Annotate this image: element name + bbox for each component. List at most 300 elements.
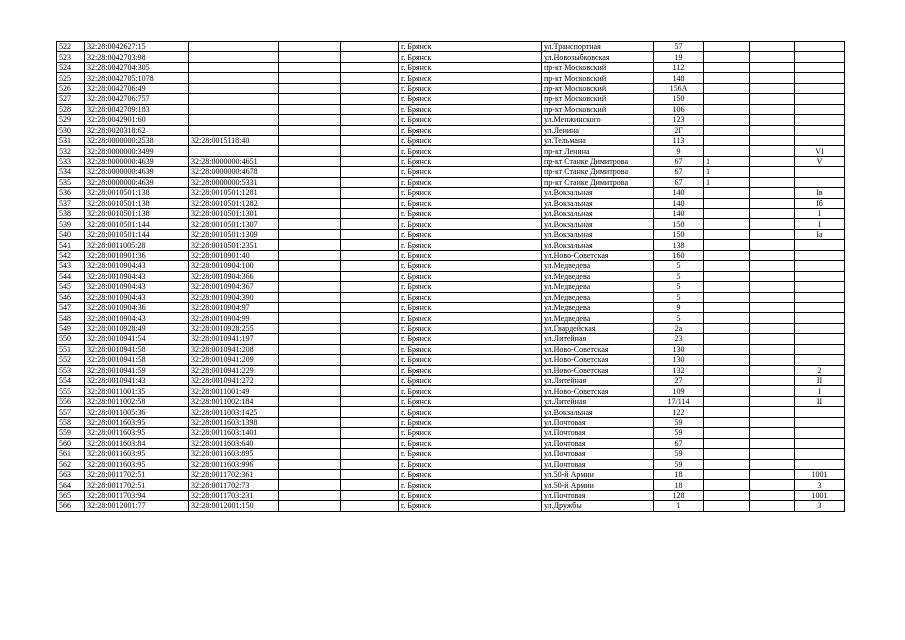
premises-cadastral-number-cell xyxy=(189,125,279,135)
empty-cell xyxy=(341,428,399,438)
house-number-cell: 2Г xyxy=(654,125,704,135)
empty-cell xyxy=(341,73,399,83)
street-cell: ул.Медведева xyxy=(542,271,654,281)
cadastral-number-cell: 32:28:0042706:49 xyxy=(85,83,189,93)
apartment-cell xyxy=(795,355,845,365)
row-number-cell: 530 xyxy=(57,125,85,135)
row-number-cell: 535 xyxy=(57,177,85,187)
city-cell: г. Брянск xyxy=(399,261,542,271)
empty-cell xyxy=(750,104,795,114)
cadastral-number-cell: 32:28:0020318:62 xyxy=(85,125,189,135)
building-cell xyxy=(704,209,750,219)
empty-cell xyxy=(279,271,341,281)
apartment-cell xyxy=(795,52,845,62)
empty-cell xyxy=(279,490,341,500)
empty-cell xyxy=(750,376,795,386)
apartment-cell xyxy=(795,334,845,344)
house-number-cell: 138 xyxy=(654,240,704,250)
empty-cell xyxy=(341,52,399,62)
empty-cell xyxy=(750,83,795,93)
cadastral-number-cell: 32:28:0000000:2538 xyxy=(85,135,189,145)
cadastral-number-cell: 32:28:0010904:43 xyxy=(85,292,189,302)
table-row xyxy=(57,156,845,166)
row-number-cell: 564 xyxy=(57,480,85,490)
table-row xyxy=(57,376,845,386)
empty-cell xyxy=(279,73,341,83)
empty-cell xyxy=(341,469,399,479)
street-cell: пр-кт Московский xyxy=(542,83,654,93)
premises-cadastral-number-cell: 32:28:0010501:1282 xyxy=(189,198,279,208)
cadastral-number-cell: 32:28:0042709:183 xyxy=(85,104,189,114)
city-cell: г. Брянск xyxy=(399,115,542,125)
table-row xyxy=(57,73,845,83)
building-cell xyxy=(704,135,750,145)
premises-cadastral-number-cell: 32:28:0010501:1281 xyxy=(189,188,279,198)
building-cell xyxy=(704,344,750,354)
empty-cell xyxy=(341,83,399,93)
premises-cadastral-number-cell: 32:28:0010904:99 xyxy=(189,313,279,323)
apartment-cell: 2 xyxy=(795,365,845,375)
premises-cadastral-number-cell xyxy=(189,94,279,104)
cadastral-number-cell: 32:28:0000000:4639 xyxy=(85,167,189,177)
empty-cell xyxy=(279,42,341,52)
building-cell xyxy=(704,417,750,427)
empty-cell xyxy=(279,501,341,511)
cadastral-number-cell: 32:28:0010501:138 xyxy=(85,188,189,198)
table-row xyxy=(57,323,845,333)
building-cell xyxy=(704,313,750,323)
house-number-cell: 5 xyxy=(654,261,704,271)
row-number-cell: 545 xyxy=(57,282,85,292)
city-cell: г. Брянск xyxy=(399,501,542,511)
empty-cell xyxy=(279,407,341,417)
empty-cell xyxy=(279,219,341,229)
row-number-cell: 542 xyxy=(57,250,85,260)
apartment-cell xyxy=(795,261,845,271)
empty-cell xyxy=(341,396,399,406)
empty-cell xyxy=(341,438,399,448)
table-row xyxy=(57,459,845,469)
house-number-cell: 9 xyxy=(654,302,704,312)
empty-cell xyxy=(279,376,341,386)
table-row xyxy=(57,104,845,114)
row-number-cell: 539 xyxy=(57,219,85,229)
empty-cell xyxy=(750,177,795,187)
street-cell: ул.Почтовая xyxy=(542,459,654,469)
apartment-cell xyxy=(795,428,845,438)
house-number-cell: 5 xyxy=(654,292,704,302)
row-number-cell: 529 xyxy=(57,115,85,125)
empty-cell xyxy=(750,42,795,52)
house-number-cell: 140 xyxy=(654,209,704,219)
empty-cell xyxy=(341,94,399,104)
apartment-cell xyxy=(795,115,845,125)
house-number-cell: 160 xyxy=(654,250,704,260)
apartment-cell: I xyxy=(795,209,845,219)
empty-cell xyxy=(341,282,399,292)
street-cell: ул.Ново-Советская xyxy=(542,344,654,354)
cadastral-number-cell: 32:28:0042704:305 xyxy=(85,62,189,72)
table-row xyxy=(57,449,845,459)
apartment-cell xyxy=(795,250,845,260)
street-cell: ул.Менжинского xyxy=(542,115,654,125)
apartment-cell: Iа xyxy=(795,229,845,239)
premises-cadastral-number-cell: 32:28:0010904:366 xyxy=(189,271,279,281)
street-cell: ул.Медведева xyxy=(542,313,654,323)
house-number-cell: 130 xyxy=(654,344,704,354)
building-cell xyxy=(704,396,750,406)
table-row xyxy=(57,480,845,490)
premises-cadastral-number-cell: 32:28:0010928:255 xyxy=(189,323,279,333)
row-number-cell: 532 xyxy=(57,146,85,156)
city-cell: г. Брянск xyxy=(399,292,542,302)
cadastral-number-cell: 32:28:0011005:28 xyxy=(85,240,189,250)
empty-cell xyxy=(341,177,399,187)
empty-cell xyxy=(279,146,341,156)
empty-cell xyxy=(279,313,341,323)
street-cell: пр-кт Московский xyxy=(542,62,654,72)
row-number-cell: 554 xyxy=(57,376,85,386)
cadastral-number-cell: 32:28:0010501:144 xyxy=(85,229,189,239)
empty-cell xyxy=(279,292,341,302)
house-number-cell: 5 xyxy=(654,282,704,292)
street-cell: ул.Почтовая xyxy=(542,417,654,427)
cadastral-number-cell: 32:28:0010941:54 xyxy=(85,334,189,344)
table-row xyxy=(57,313,845,323)
street-cell: ул.Дружбы xyxy=(542,501,654,511)
premises-cadastral-number-cell: 32:28:0010941:209 xyxy=(189,355,279,365)
street-cell: пр-кт Станке Димитрова xyxy=(542,167,654,177)
table-row xyxy=(57,490,845,500)
house-number-cell: 27 xyxy=(654,376,704,386)
table-row xyxy=(57,115,845,125)
building-cell xyxy=(704,323,750,333)
apartment-cell xyxy=(795,323,845,333)
row-number-cell: 531 xyxy=(57,135,85,145)
cadastral-number-cell: 32:28:0010941:58 xyxy=(85,355,189,365)
street-cell: ул.Гвардейская xyxy=(542,323,654,333)
empty-cell xyxy=(279,386,341,396)
empty-cell xyxy=(750,396,795,406)
cadastral-number-cell: 32:28:0010501:138 xyxy=(85,209,189,219)
empty-cell xyxy=(750,52,795,62)
table-row xyxy=(57,125,845,135)
empty-cell xyxy=(750,261,795,271)
table-row xyxy=(57,282,845,292)
house-number-cell: 5 xyxy=(654,313,704,323)
cadastral-number-cell: 32:28:0042705:1078 xyxy=(85,73,189,83)
apartment-cell xyxy=(795,135,845,145)
cadastral-number-cell: 32:28:0010941:43 xyxy=(85,376,189,386)
empty-cell xyxy=(750,229,795,239)
cadastral-number-cell: 32:28:0000000:4639 xyxy=(85,177,189,187)
street-cell: ул.Литейная xyxy=(542,334,654,344)
house-number-cell: 156А xyxy=(654,83,704,93)
empty-cell xyxy=(341,167,399,177)
cadastral-number-cell: 32:28:0011603:95 xyxy=(85,417,189,427)
apartment-cell xyxy=(795,407,845,417)
premises-cadastral-number-cell: 32:28:0010501:1307 xyxy=(189,219,279,229)
table-row xyxy=(57,428,845,438)
street-cell: ул.50-й Армии xyxy=(542,469,654,479)
house-number-cell: 18 xyxy=(654,469,704,479)
empty-cell xyxy=(341,355,399,365)
cadastral-number-cell: 32:28:0010901:36 xyxy=(85,250,189,260)
city-cell: г. Брянск xyxy=(399,209,542,219)
city-cell: г. Брянск xyxy=(399,240,542,250)
house-number-cell: 106 xyxy=(654,104,704,114)
building-cell xyxy=(704,292,750,302)
building-cell xyxy=(704,282,750,292)
premises-cadastral-number-cell: 32:28:0010904:390 xyxy=(189,292,279,302)
table-row xyxy=(57,146,845,156)
house-number-cell: 132 xyxy=(654,365,704,375)
table-row xyxy=(57,417,845,427)
empty-cell xyxy=(279,177,341,187)
empty-cell xyxy=(279,62,341,72)
cadastral-number-cell: 32:28:0011603:84 xyxy=(85,438,189,448)
row-number-cell: 547 xyxy=(57,302,85,312)
row-number-cell: 537 xyxy=(57,198,85,208)
premises-cadastral-number-cell xyxy=(189,115,279,125)
building-cell: 1 xyxy=(704,156,750,166)
empty-cell xyxy=(750,156,795,166)
city-cell: г. Брянск xyxy=(399,490,542,500)
street-cell: пр-кт Станке Димитрова xyxy=(542,177,654,187)
empty-cell xyxy=(279,438,341,448)
table-row xyxy=(57,42,845,52)
cadastral-number-cell: 32:28:0011603:95 xyxy=(85,428,189,438)
empty-cell xyxy=(750,125,795,135)
building-cell xyxy=(704,261,750,271)
cadastral-number-cell: 32:28:0042627:15 xyxy=(85,42,189,52)
cadastral-number-cell: 32:28:0042706:757 xyxy=(85,94,189,104)
building-cell xyxy=(704,449,750,459)
city-cell: г. Брянск xyxy=(399,156,542,166)
house-number-cell: 67 xyxy=(654,438,704,448)
row-number-cell: 522 xyxy=(57,42,85,52)
city-cell: г. Брянск xyxy=(399,167,542,177)
cadastral-number-cell: 32:28:0042901:60 xyxy=(85,115,189,125)
building-cell xyxy=(704,219,750,229)
empty-cell xyxy=(341,115,399,125)
table-row xyxy=(57,240,845,250)
house-number-cell: 113 xyxy=(654,135,704,145)
row-number-cell: 538 xyxy=(57,209,85,219)
empty-cell xyxy=(750,250,795,260)
building-cell xyxy=(704,469,750,479)
building-cell xyxy=(704,62,750,72)
empty-cell xyxy=(341,104,399,114)
apartment-cell xyxy=(795,94,845,104)
empty-cell xyxy=(750,146,795,156)
apartment-cell xyxy=(795,344,845,354)
city-cell: г. Брянск xyxy=(399,271,542,281)
premises-cadastral-number-cell: 32:28:0010941:208 xyxy=(189,344,279,354)
city-cell: г. Брянск xyxy=(399,62,542,72)
street-cell: ул.50-й Армии xyxy=(542,480,654,490)
building-cell xyxy=(704,229,750,239)
empty-cell xyxy=(341,417,399,427)
empty-cell xyxy=(341,261,399,271)
empty-cell xyxy=(341,323,399,333)
apartment-cell: I xyxy=(795,219,845,229)
street-cell: ул.Ново-Советская xyxy=(542,355,654,365)
city-cell: г. Брянск xyxy=(399,428,542,438)
building-cell xyxy=(704,386,750,396)
table-row xyxy=(57,292,845,302)
apartment-cell xyxy=(795,292,845,302)
apartment-cell xyxy=(795,83,845,93)
table-row xyxy=(57,94,845,104)
empty-cell xyxy=(750,167,795,177)
house-number-cell: 123 xyxy=(654,115,704,125)
building-cell xyxy=(704,125,750,135)
cadastral-number-cell: 32:28:0011603:95 xyxy=(85,449,189,459)
building-cell xyxy=(704,428,750,438)
row-number-cell: 544 xyxy=(57,271,85,281)
street-cell: ул.Литейная xyxy=(542,396,654,406)
row-number-cell: 527 xyxy=(57,94,85,104)
street-cell: ул.Медведева xyxy=(542,261,654,271)
row-number-cell: 525 xyxy=(57,73,85,83)
house-number-cell: 150 xyxy=(654,229,704,239)
apartment-cell xyxy=(795,125,845,135)
cadastral-number-cell: 32:28:0010941:58 xyxy=(85,344,189,354)
street-cell: ул.Ново-Советская xyxy=(542,365,654,375)
empty-cell xyxy=(341,229,399,239)
street-cell: пр-кт Ленина xyxy=(542,146,654,156)
city-cell: г. Брянск xyxy=(399,302,542,312)
empty-cell xyxy=(279,261,341,271)
premises-cadastral-number-cell: 32:28:0010904:367 xyxy=(189,282,279,292)
empty-cell xyxy=(279,83,341,93)
empty-cell xyxy=(279,449,341,459)
row-number-cell: 548 xyxy=(57,313,85,323)
empty-cell xyxy=(279,167,341,177)
premises-cadastral-number-cell xyxy=(189,83,279,93)
row-number-cell: 563 xyxy=(57,469,85,479)
premises-cadastral-number-cell: 32:28:0011702:361 xyxy=(189,469,279,479)
table-row xyxy=(57,62,845,72)
building-cell xyxy=(704,240,750,250)
empty-cell xyxy=(750,365,795,375)
apartment-cell: VI xyxy=(795,146,845,156)
street-cell: пр-кт Станке Димитрова xyxy=(542,156,654,166)
cadastral-number-cell: 32:28:0012001:77 xyxy=(85,501,189,511)
row-number-cell: 561 xyxy=(57,449,85,459)
house-number-cell: 128 xyxy=(654,490,704,500)
empty-cell xyxy=(279,94,341,104)
street-cell: ул.Транспортная xyxy=(542,42,654,52)
empty-cell xyxy=(341,501,399,511)
apartment-cell xyxy=(795,302,845,312)
apartment-cell xyxy=(795,438,845,448)
city-cell: г. Брянск xyxy=(399,313,542,323)
premises-cadastral-number-cell: 32:28:0011001:49 xyxy=(189,386,279,396)
table-row xyxy=(57,250,845,260)
building-cell xyxy=(704,104,750,114)
empty-cell xyxy=(341,459,399,469)
empty-cell xyxy=(750,459,795,469)
premises-cadastral-number-cell: 32:28:0000000:4678 xyxy=(189,167,279,177)
city-cell: г. Брянск xyxy=(399,323,542,333)
empty-cell xyxy=(750,292,795,302)
premises-cadastral-number-cell xyxy=(189,104,279,114)
empty-cell xyxy=(279,125,341,135)
empty-cell xyxy=(341,302,399,312)
empty-cell xyxy=(279,250,341,260)
building-cell: 1 xyxy=(704,167,750,177)
empty-cell xyxy=(279,334,341,344)
row-number-cell: 541 xyxy=(57,240,85,250)
empty-cell xyxy=(750,438,795,448)
table-row xyxy=(57,177,845,187)
empty-cell xyxy=(750,480,795,490)
city-cell: г. Брянск xyxy=(399,250,542,260)
house-number-cell: 59 xyxy=(654,449,704,459)
house-number-cell: 9 xyxy=(654,146,704,156)
empty-cell xyxy=(341,240,399,250)
premises-cadastral-number-cell: 32:28:0011603:1398 xyxy=(189,417,279,427)
empty-cell xyxy=(750,386,795,396)
table-row xyxy=(57,365,845,375)
house-number-cell: 5 xyxy=(654,271,704,281)
cadastral-number-cell: 32:28:0010501:144 xyxy=(85,219,189,229)
apartment-cell xyxy=(795,73,845,83)
cadastral-number-cell: 32:28:0011001:35 xyxy=(85,386,189,396)
building-cell xyxy=(704,188,750,198)
table-row xyxy=(57,501,845,511)
city-cell: г. Брянск xyxy=(399,344,542,354)
premises-cadastral-number-cell: 32:28:0010941:197 xyxy=(189,334,279,344)
city-cell: г. Брянск xyxy=(399,396,542,406)
empty-cell xyxy=(341,188,399,198)
apartment-cell: 1001 xyxy=(795,490,845,500)
empty-cell xyxy=(750,428,795,438)
empty-cell xyxy=(341,449,399,459)
house-number-cell: 67 xyxy=(654,177,704,187)
empty-cell xyxy=(341,135,399,145)
apartment-cell: V xyxy=(795,156,845,166)
premises-cadastral-number-cell: 32:28:0012001:150 xyxy=(189,501,279,511)
empty-cell xyxy=(750,62,795,72)
premises-cadastral-number-cell: 32:28:0011002:184 xyxy=(189,396,279,406)
empty-cell xyxy=(279,355,341,365)
cadastral-number-cell: 32:28:0010904:43 xyxy=(85,261,189,271)
apartment-cell xyxy=(795,282,845,292)
city-cell: г. Брянск xyxy=(399,42,542,52)
row-number-cell: 551 xyxy=(57,344,85,354)
building-cell xyxy=(704,480,750,490)
city-cell: г. Брянск xyxy=(399,94,542,104)
empty-cell xyxy=(750,344,795,354)
apartment-cell xyxy=(795,449,845,459)
table-row xyxy=(57,438,845,448)
street-cell: ул.Вокзальная xyxy=(542,407,654,417)
premises-cadastral-number-cell: 32:28:0011603:1401 xyxy=(189,428,279,438)
cadastral-number-cell: 32:28:0010904:43 xyxy=(85,271,189,281)
street-cell: ул.Литейная xyxy=(542,376,654,386)
street-cell: пр-кт Московский xyxy=(542,104,654,114)
row-number-cell: 528 xyxy=(57,104,85,114)
premises-cadastral-number-cell xyxy=(189,52,279,62)
apartment-cell: 3 xyxy=(795,480,845,490)
building-cell xyxy=(704,438,750,448)
empty-cell xyxy=(279,52,341,62)
house-number-cell: 148 xyxy=(654,73,704,83)
empty-cell xyxy=(341,313,399,323)
